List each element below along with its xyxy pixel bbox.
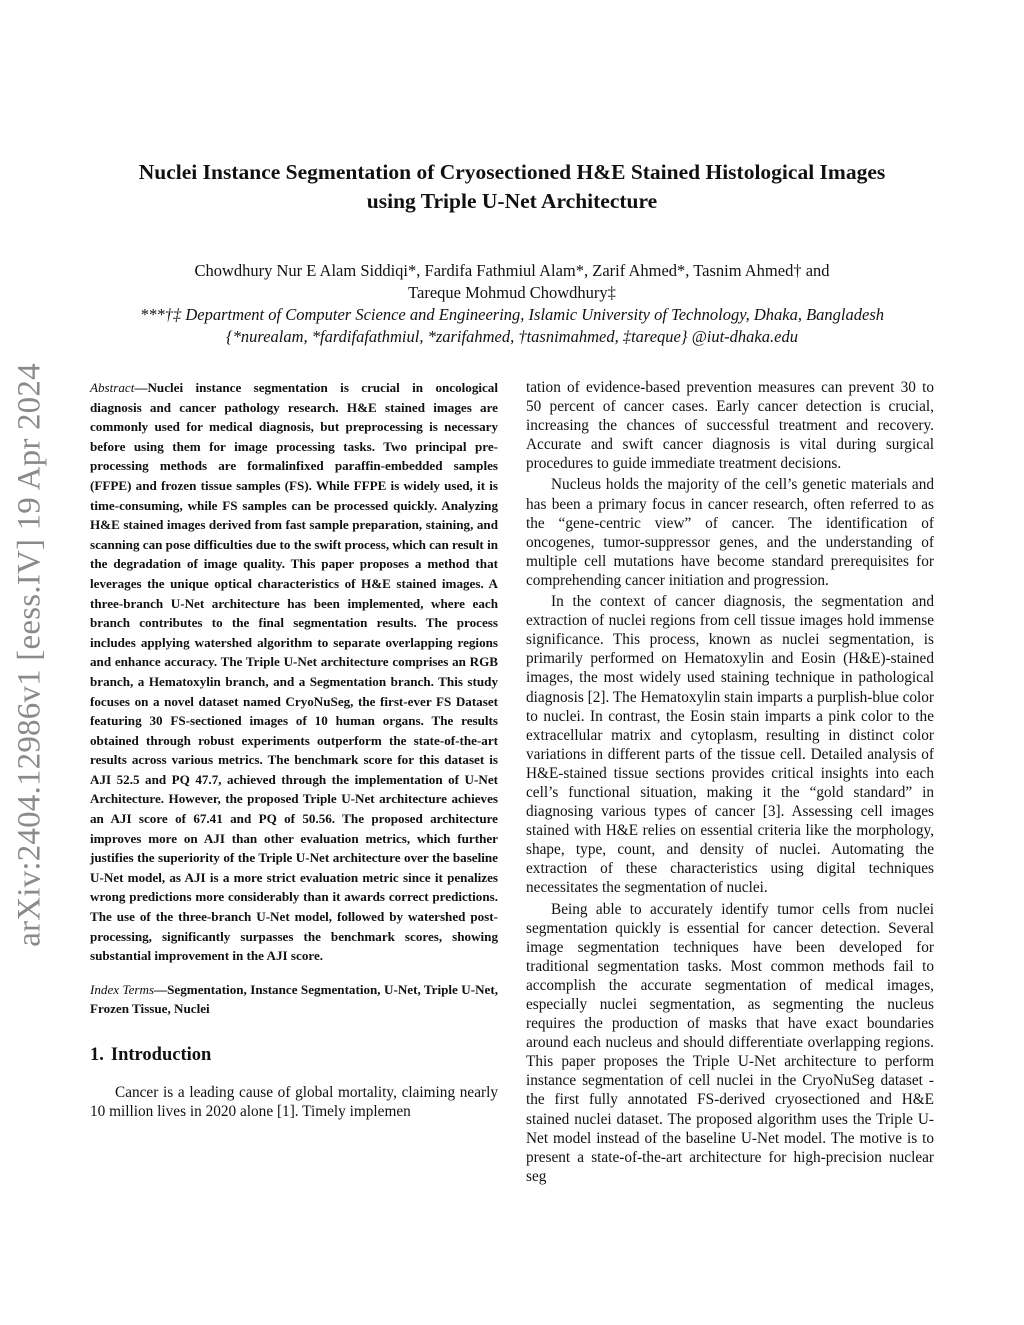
paper-title: [60, 158, 964, 216]
index-terms: [90, 980, 498, 1019]
left-column: [90, 378, 498, 1121]
author-names-line-2: Tareque Mohmud Chowdhury‡: [408, 283, 616, 302]
body-paragraph-continued: tation of evidence-based prevention measures can prevent 30 to 50 percent of cancer cases. Early cancer detection is crucial, increasing the chances of successful treatment and recovery. Accurate and swift cancer diagnosis is vital during surgical procedures to guide immediate treatment decisions.: [526, 379, 934, 473]
author-names-line-1: Chowdhury Nur E Alam Siddiqi*, Fardifa Fathmiul Alam*, Zarif Ahmed*, Tasnim Ahmed† and: [194, 261, 830, 280]
body-paragraph: In the context of cancer diagnosis, the segmentation and extraction of nuclei regions from cell tissue images hold immense significance. This process, known as nuclei segmentation, is primarily performed on Hematoxylin and Eosin (H&E)-stained images, the most widely used staining technique in pathological diagnosis [2]. The Hematoxylin stain imparts a purplish-blue color to nuclei. In contrast, the Eosin stain imparts a pink color to the extracellular matrix and cytoplasm, resulting in distinct color variations in different parts of the tissue cell. Detailed analysis of H&E-stained tissue sections provides critical insights into each cell’s functional situation, making it the “gold standard” in diagnosing various types of cancer [3]. Assessing cell images stained with H&E relies on essential criteria like the morphology, shape, type, count, and density of nuclei. Automating the extraction of these characteristics using digital techniques necessitates the segmentation of nuclei.: [526, 593, 934, 897]
author-block: [60, 260, 964, 348]
arxiv-identifier-text: arXiv:2404.12986v1 [eess.IV] 19 Apr 2024: [11, 363, 48, 947]
body-paragraph: Nucleus holds the majority of the cell’s genetic materials and has been a primary focus in cancer research, often referred to as the “gene-centric view” of cancer. The identification of oncogenes, tumor-suppressor genes, and the understanding of multiple cell mutations have become standard prerequisites for comprehending cancer initiation and progression.: [526, 476, 934, 589]
index-terms-label: Index Terms: [90, 981, 155, 997]
arxiv-identifier-stamp: [2, 350, 58, 960]
right-column: [526, 378, 934, 1186]
index-terms-text: —Segmentation, Instance Segmentation, U-Net, Triple U-Net, Frozen Tissue, Nuclei: [90, 981, 499, 1017]
abstract-label: Abstract: [90, 380, 135, 395]
author-affiliation: ***†‡ Department of Computer Science and Engineering, Islamic University of Technology, Dhaka, Bangladesh: [139, 305, 885, 324]
paper-title-line-1: Nuclei Instance Segmentation of Cryosectioned H&E Stained Histological Images: [138, 160, 886, 184]
section-heading-introduction: [90, 1043, 498, 1067]
body-paragraph: Being able to accurately identify tumor cells from nuclei segmentation quickly is essential for cancer detection. Several image segmentation techniques have been developed for traditional segmentation tasks. Most common methods fail to accomplish the accurate segmentation of medical images, especially nuclei segmentation, as segmenting the nucleus requires the production of masks that have exact boundaries around each nucleus and should differentiate overlapping regions. This paper proposes the Triple U-Net architecture to perform instance segmentation of cell nuclei in the CryoNuSeg dataset - the first fully annotated FS-derived cryosectioned and H&E stained nuclei dataset. The proposed algorithm uses the Triple U-Net model instead of the baseline U-Net model. The motive is to present a state-of-the-art architecture for high-precision nuclear seg: [526, 900, 934, 1185]
paper-title-line-2: using Triple U-Net Architecture: [366, 189, 658, 213]
abstract-text: —Nuclei instance segmentation is crucial in oncological diagnosis and cancer pathology research. H&E stained images are commonly used for medical diagnosis, but preprocessing is necessary before using them for image processing tasks. Two principal pre-processing methods are formalinfixed paraffin-embedded samples (FFPE) and frozen tissue samples (FS). While FFPE is widely used, it is time-consuming, while FS samples can be processed quickly. Analyzing H&E stained images derived from fast sample preparation, staining, and scanning can pose difficulties due to the swift process, which can result in the degradation of image quality. This paper proposes a method that leverages the unique optical characteristics of H&E stained images. A three-branch U-Net architecture has been implemented, where each branch contributes to the final segmentation results. The process includes applying watershed algorithm to separate overlapping regions and enhance accuracy. The Triple U-Net architecture comprises an RGB branch, a Hematoxylin branch, and a Segmentation branch. This study focuses on a novel dataset named CryoNuSeg, the first-ever FS Dataset featuring 30 FS-sectioned images of 10 human organs. The results obtained through robust experiments outperform the state-of-the-art results across various metrics. The benchmark score for this dataset is AJI 52.5 and PQ 47.7, achieved through the implementation of U-Net Architecture. However, the proposed Triple U-Net architecture achieves an AJI score of 67.41 and PQ of 50.56. The proposed architecture improves more on AJI than other evaluation metrics, which further justifies the superiority of the Triple U-Net architecture over the baseline U-Net model, as AJI is a more strict evaluation metric since it penalizes wrong predictions more considerably than it awards correct predictions. The use of the three-branch U-Net model, followed by watershed post-processing, significantly surpasses the benchmark scores, showing substantial improvement in the AJI score.: [90, 380, 498, 964]
abstract: [90, 378, 498, 966]
section-title: Introduction: [110, 1045, 212, 1065]
author-emails: {*nurealam, *fardifafathmiul, *zarifahmed, †tasnimahmed, ‡tareque} @iut-dhaka.edu: [226, 327, 798, 346]
intro-paragraph-start: Cancer is a leading cause of global mortality, claiming nearly 10 million lives in 2020 alone [1]. Timely implemen: [90, 1084, 498, 1121]
section-number: 1.: [90, 1045, 104, 1065]
